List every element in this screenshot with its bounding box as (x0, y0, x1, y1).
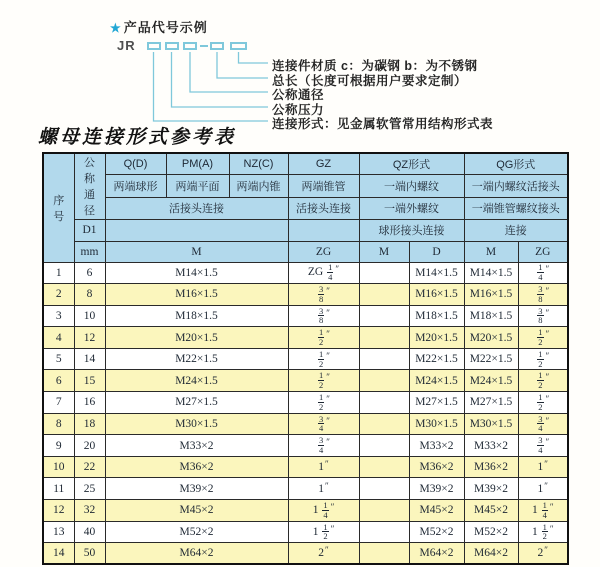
cell-dn-mm: 18 (74, 413, 105, 435)
cell-qz-d: M39×2 (409, 478, 464, 500)
cell-serial: 12 (43, 500, 74, 522)
cell-thread-zg: $\frac{3}{8}$ ″ (288, 305, 359, 327)
cell-qg-zg: $\frac{1}{2}$ ″ (518, 348, 568, 370)
cell-qz-m (359, 305, 409, 327)
table-row (43, 284, 568, 306)
cell-qg-zg: 2″ (518, 543, 568, 565)
cell-qz-d: M52×2 (409, 521, 464, 543)
cell-dn-mm: 16 (74, 392, 105, 414)
cell-serial: 7 (43, 392, 74, 414)
cell-dn-mm: 12 (74, 327, 105, 349)
cell-qg-zg: 1″ (518, 456, 568, 478)
cell-thread-m: M14×1.5 (105, 262, 288, 284)
cell-thread-m: M39×2 (105, 478, 288, 500)
table-row (43, 327, 568, 349)
cell-qz-m (359, 543, 409, 565)
cell-qz-d: M16×1.5 (409, 284, 464, 306)
cell-qg-m: M64×2 (464, 543, 518, 565)
cell-qz-m (359, 500, 409, 522)
header-form-qz: QZ形式 (359, 153, 464, 174)
cell-thread-zg: $\frac{3}{4}$ ″ (288, 435, 359, 457)
label-connection: 连接形式：见金属软管常用结构形式表 (272, 117, 494, 131)
header-ends-nzc: 两端内锥 (229, 174, 288, 197)
table-row (43, 370, 568, 392)
header-form-nzc: NZ(C) (229, 153, 288, 174)
cell-dn-mm: 8 (74, 284, 105, 306)
cell-thread-zg: 1″ (288, 478, 359, 500)
header-form-qd: Q(D) (105, 153, 166, 174)
cell-qg-zg: 1 $\frac{1}{4}$ ″ (518, 500, 568, 522)
cell-qg-m: M22×1.5 (464, 348, 518, 370)
cell-thread-zg: 1 $\frac{1}{2}$ ″ (288, 521, 359, 543)
cell-thread-m: M20×1.5 (105, 327, 288, 349)
label-material: 连接件材质 c：为碳钢 b：为不锈钢 (272, 59, 478, 73)
cell-qz-d: M18×1.5 (409, 305, 464, 327)
header-ends-qg: 一端内螺纹活接头 (464, 174, 568, 197)
cell-qg-m: M18×1.5 (464, 305, 518, 327)
cell-serial: 10 (43, 456, 74, 478)
header-conn-taper: 一端锥管螺纹接头 (464, 197, 568, 219)
cell-qz-m (359, 327, 409, 349)
cell-qg-m: M39×2 (464, 478, 518, 500)
cell-qg-m: M33×2 (464, 435, 518, 457)
table-row (43, 413, 568, 435)
cell-serial: 8 (43, 413, 74, 435)
cell-qz-d: M33×2 (409, 435, 464, 457)
cell-thread-zg: 1″ (288, 456, 359, 478)
cell-dn-mm: 50 (74, 543, 105, 565)
header-unit-qz-m: M (359, 241, 409, 262)
cell-qz-d: M45×2 (409, 500, 464, 522)
cell-qz-m (359, 521, 409, 543)
cell-qg-zg: $\frac{3}{8}$ ″ (518, 284, 568, 306)
cell-dn-mm: 20 (74, 435, 105, 457)
cell-serial: 2 (43, 284, 74, 306)
cell-qg-m: M14×1.5 (464, 262, 518, 284)
cell-dn-mm: 32 (74, 500, 105, 522)
cell-dn-mm: 14 (74, 348, 105, 370)
table-row (43, 500, 568, 522)
cell-qg-m: M30×1.5 (464, 413, 518, 435)
header-blank-gz (288, 219, 359, 241)
header-ends-gz: 两端锥管 (288, 174, 359, 197)
cell-thread-m: M52×2 (105, 521, 288, 543)
header-form-qg: QG形式 (464, 153, 568, 174)
table-row (43, 521, 568, 543)
cell-serial: 4 (43, 327, 74, 349)
header-blank-m (105, 219, 288, 241)
table-title: 螺母连接形式参考表 (38, 126, 237, 148)
cell-qz-d: M24×1.5 (409, 370, 464, 392)
cell-dn-mm: 10 (74, 305, 105, 327)
cell-dn-mm: 6 (74, 262, 105, 284)
cell-qg-zg: 1 $\frac{1}{2}$ ″ (518, 521, 568, 543)
cell-thread-m: M36×2 (105, 456, 288, 478)
cell-thread-m: M64×2 (105, 543, 288, 565)
cell-thread-zg: $\frac{1}{2}$ ″ (288, 392, 359, 414)
header-ends-qz: 一端内螺纹 (359, 174, 464, 197)
cell-qg-m: M20×1.5 (464, 327, 518, 349)
header-unit-zg: ZG (288, 241, 359, 262)
header-ends-qd: 两端球形 (105, 174, 166, 197)
header-unit-qz-d: D (409, 241, 464, 262)
cell-thread-zg: $\frac{1}{2}$ ″ (288, 348, 359, 370)
cell-qg-zg: $\frac{1}{4}$ ″ (518, 262, 568, 284)
table-row (43, 348, 568, 370)
cell-qz-m (359, 413, 409, 435)
cell-thread-m: M16×1.5 (105, 284, 288, 306)
cell-qg-zg: $\frac{1}{2}$ ″ (518, 392, 568, 414)
header-conn-ball: 球形接头连接 (359, 219, 464, 241)
cell-serial: 9 (43, 435, 74, 457)
cell-thread-zg: ZG $\frac{1}{4}$ ″ (288, 262, 359, 284)
table-row (43, 305, 568, 327)
code-prefix: JR (117, 38, 136, 53)
cell-qg-zg: $\frac{3}{4}$ ″ (518, 413, 568, 435)
cell-qz-d: M14×1.5 (409, 262, 464, 284)
cell-qg-m: M24×1.5 (464, 370, 518, 392)
cell-serial: 11 (43, 478, 74, 500)
cell-qg-m: M16×1.5 (464, 284, 518, 306)
cell-qz-m (359, 392, 409, 414)
cell-qg-m: M27×1.5 (464, 392, 518, 414)
header-serial: 序 号 (43, 153, 74, 262)
cell-qz-m (359, 456, 409, 478)
header-conn-union-gz: 活接头连接 (288, 197, 359, 219)
cell-thread-m: M45×2 (105, 500, 288, 522)
header-unit-m: M (105, 241, 288, 262)
cell-qg-zg: 1″ (518, 478, 568, 500)
header-conn-male: 一端外螺纹 (359, 197, 464, 219)
table-row (43, 435, 568, 457)
cell-thread-m: M24×1.5 (105, 370, 288, 392)
cell-serial: 13 (43, 521, 74, 543)
cell-qz-d: M30×1.5 (409, 413, 464, 435)
cell-thread-m: M30×1.5 (105, 413, 288, 435)
cell-serial: 6 (43, 370, 74, 392)
cell-qg-m: M52×2 (464, 521, 518, 543)
cell-thread-zg: $\frac{3}{8}$ ″ (288, 284, 359, 306)
table-row (43, 478, 568, 500)
header-form-pma: PM(A) (166, 153, 229, 174)
cell-qz-d: M20×1.5 (409, 327, 464, 349)
cell-thread-zg: $\frac{3}{4}$ ″ (288, 413, 359, 435)
header-unit-qg-zg: ZG (518, 241, 568, 262)
star-icon: ★ (110, 21, 122, 35)
cell-thread-m: M33×2 (105, 435, 288, 457)
label-pressure: 公称压力 (272, 103, 325, 117)
cell-serial: 5 (43, 348, 74, 370)
header-conn-simple: 连接 (464, 219, 568, 241)
table-row (43, 392, 568, 414)
header-unit-qg-m: M (464, 241, 518, 262)
cell-qg-m: M36×2 (464, 456, 518, 478)
cell-thread-zg: 2″ (288, 543, 359, 565)
cell-dn-mm: 40 (74, 521, 105, 543)
cell-thread-zg: $\frac{1}{2}$ ″ (288, 370, 359, 392)
cell-serial: 1 (43, 262, 74, 284)
diagram-heading-text: 产品代号示例 (123, 20, 208, 35)
header-conn-union: 活接头连接 (105, 197, 288, 219)
header-ends-pma: 两端平面 (166, 174, 229, 197)
cell-qz-m (359, 435, 409, 457)
cell-qz-m (359, 262, 409, 284)
header-d1: D1 (74, 219, 105, 241)
cell-dn-mm: 25 (74, 478, 105, 500)
cell-thread-m: M18×1.5 (105, 305, 288, 327)
table-row (43, 456, 568, 478)
cell-qz-m (359, 478, 409, 500)
cell-qz-m (359, 370, 409, 392)
cell-thread-m: M27×1.5 (105, 392, 288, 414)
label-length: 总长（长度可根据用户要求定制） (272, 74, 468, 88)
header-diameter: 公 称 通 径 (74, 153, 105, 219)
cell-dn-mm: 15 (74, 370, 105, 392)
cell-qg-m: M45×2 (464, 500, 518, 522)
cell-qz-d: M27×1.5 (409, 392, 464, 414)
table-body (43, 262, 568, 564)
table-row (43, 262, 568, 284)
cell-qg-zg: $\frac{3}{8}$ ″ (518, 305, 568, 327)
header-mm: mm (74, 241, 105, 262)
cell-serial: 3 (43, 305, 74, 327)
cell-thread-zg: $\frac{1}{2}$ ″ (288, 327, 359, 349)
cell-qz-m (359, 284, 409, 306)
cell-qz-d: M36×2 (409, 456, 464, 478)
cell-qz-d: M22×1.5 (409, 348, 464, 370)
cell-thread-zg: 1 $\frac{1}{4}$ ″ (288, 500, 359, 522)
cell-qz-m (359, 348, 409, 370)
label-diameter: 公称通径 (272, 88, 325, 102)
cell-dn-mm: 22 (74, 456, 105, 478)
cell-qg-zg: $\frac{1}{2}$ ″ (518, 370, 568, 392)
header-form-gz: GZ (288, 153, 359, 174)
cell-thread-m: M22×1.5 (105, 348, 288, 370)
cell-qz-d: M64×2 (409, 543, 464, 565)
cell-serial: 14 (43, 543, 74, 565)
table-header (43, 153, 568, 262)
table-row (43, 543, 568, 565)
nut-connection-table (42, 152, 569, 565)
cell-qg-zg: $\frac{1}{2}$ ″ (518, 327, 568, 349)
cell-qg-zg: $\frac{3}{4}$ ″ (518, 435, 568, 457)
